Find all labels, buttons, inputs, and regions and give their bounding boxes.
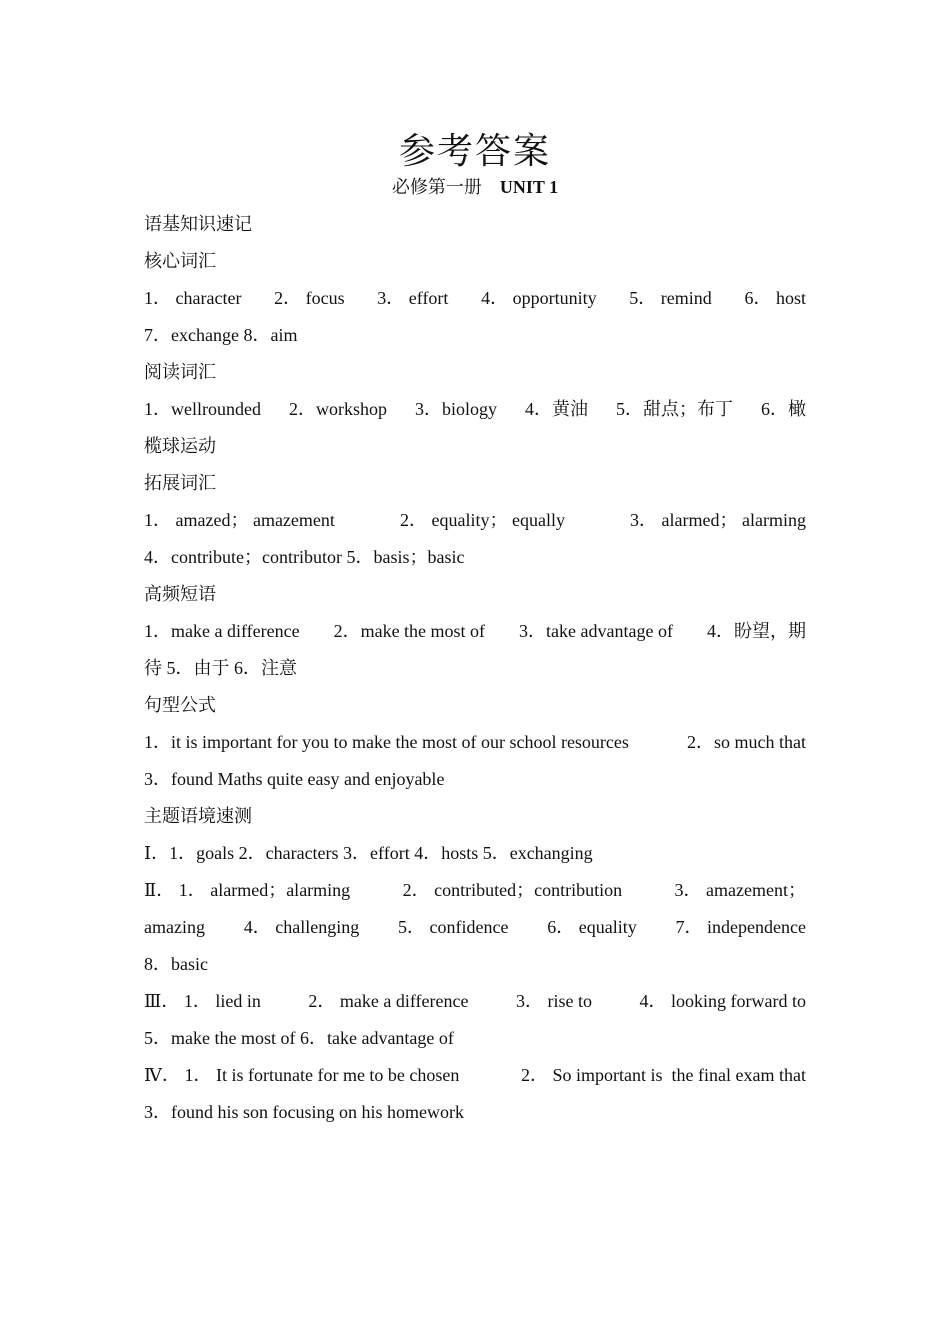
answer-text: 3．found his son focusing on his homework	[144, 1102, 464, 1122]
answer-line	[144, 909, 806, 946]
answer-text: 3．take advantage of	[519, 621, 673, 641]
answer-text: 3． rise to	[515, 991, 592, 1011]
answer-line	[144, 391, 806, 428]
answer-text: 3．found Maths quite easy and enjoyable	[144, 769, 445, 789]
page-subtitle	[0, 174, 950, 201]
answer-text: amazing	[144, 917, 205, 937]
answer-text: 5． confidence	[398, 917, 509, 937]
page-title: 参考答案	[398, 131, 551, 172]
answer-text: 2． equality； equally	[400, 510, 565, 530]
answer-text: 2． focus	[274, 288, 345, 308]
section-heading	[144, 465, 806, 502]
answer-line	[144, 1057, 806, 1094]
answer-text: 7． independence	[675, 917, 806, 937]
answer-text: 2． So important is the final exam that	[521, 1065, 806, 1085]
answer-text: 2．make the most of	[333, 621, 486, 641]
subtitle-book: 必修第一册	[391, 177, 482, 198]
answer-line	[144, 613, 806, 650]
answer-line	[144, 983, 806, 1020]
answer-text: 3．biology	[414, 399, 497, 419]
answer-text: 4． looking forward to	[639, 991, 806, 1011]
answer-line	[144, 761, 806, 798]
answer-text: 4． challenging	[243, 917, 360, 937]
answer-text: 5．甜点；布丁	[616, 399, 733, 419]
section-heading	[144, 687, 806, 724]
answer-text: 核心词汇	[144, 251, 216, 272]
answer-text: 7．exchange 8．aim	[144, 325, 298, 345]
answer-text: 1． character	[144, 288, 242, 308]
answer-line	[144, 835, 806, 872]
answer-line	[144, 280, 806, 317]
answer-text: 4．盼望，期	[706, 621, 806, 641]
answer-text: 2． contributed；contribution	[402, 880, 623, 900]
subtitle-unit: UNIT 1	[499, 177, 559, 197]
answer-text: 拓展词汇	[144, 473, 216, 494]
answer-text: 6．橄	[761, 399, 806, 419]
section-heading	[144, 576, 806, 613]
answer-line	[144, 946, 806, 983]
answer-text: 主题语境速测	[144, 806, 252, 827]
answer-text: 1．make a difference	[144, 621, 300, 641]
answer-text: 3． alarmed； alarming	[630, 510, 806, 530]
answer-line	[144, 650, 806, 687]
answer-line	[144, 502, 806, 539]
answer-text: 4．contribute；contributor 5．basis；basic	[144, 547, 465, 567]
answer-text: 6． equality	[547, 917, 637, 937]
answer-line	[144, 317, 806, 354]
answer-text: 2．workshop	[288, 399, 387, 419]
section-heading	[144, 798, 806, 835]
answer-line	[144, 872, 806, 909]
answer-line	[144, 724, 806, 761]
answer-text: Ⅲ． 1． lied in	[144, 991, 261, 1011]
answer-text: 1． amazed； amazement	[144, 510, 335, 530]
answer-text: 8．basic	[144, 954, 208, 974]
answer-text: Ⅳ． 1． It is fortunate for me to be chosen	[144, 1065, 460, 1085]
answer-text: 阅读词汇	[144, 362, 216, 383]
section-heading	[144, 206, 806, 243]
answer-text: 2．so much that	[687, 732, 806, 752]
answer-text: 5． remind	[629, 288, 712, 308]
answer-line	[144, 428, 806, 465]
answer-text: 4．黄油	[525, 399, 588, 419]
section-heading	[144, 243, 806, 280]
answer-text: 1．it is important for you to make the most of our school resources	[144, 732, 629, 752]
answer-text: 3． effort	[377, 288, 449, 308]
answer-text: 5．make the most of 6．take advantage of	[144, 1028, 454, 1048]
section-heading	[144, 354, 806, 391]
answer-line	[144, 539, 806, 576]
answer-line	[144, 1020, 806, 1057]
answer-text: 3． amazement；	[674, 880, 806, 900]
answer-text: Ⅰ．1．goals 2．characters 3．effort 4．hosts 5．exchanging	[144, 843, 593, 863]
answer-text: 榄球运动	[144, 436, 216, 456]
answer-text: 高频短语	[144, 584, 216, 605]
answer-text: 1．wellrounded	[144, 399, 261, 419]
answer-body	[144, 206, 806, 1131]
answer-text: 语基知识速记	[144, 214, 252, 235]
answer-text: 6． host	[744, 288, 806, 308]
answer-text: 4． opportunity	[481, 288, 597, 308]
answer-text: 待 5．由于 6．注意	[144, 658, 297, 678]
answer-text: 2． make a difference	[308, 991, 469, 1011]
answer-text: Ⅱ． 1． alarmed；alarming	[144, 880, 351, 900]
answer-text: 句型公式	[144, 695, 216, 716]
answer-line	[144, 1094, 806, 1131]
